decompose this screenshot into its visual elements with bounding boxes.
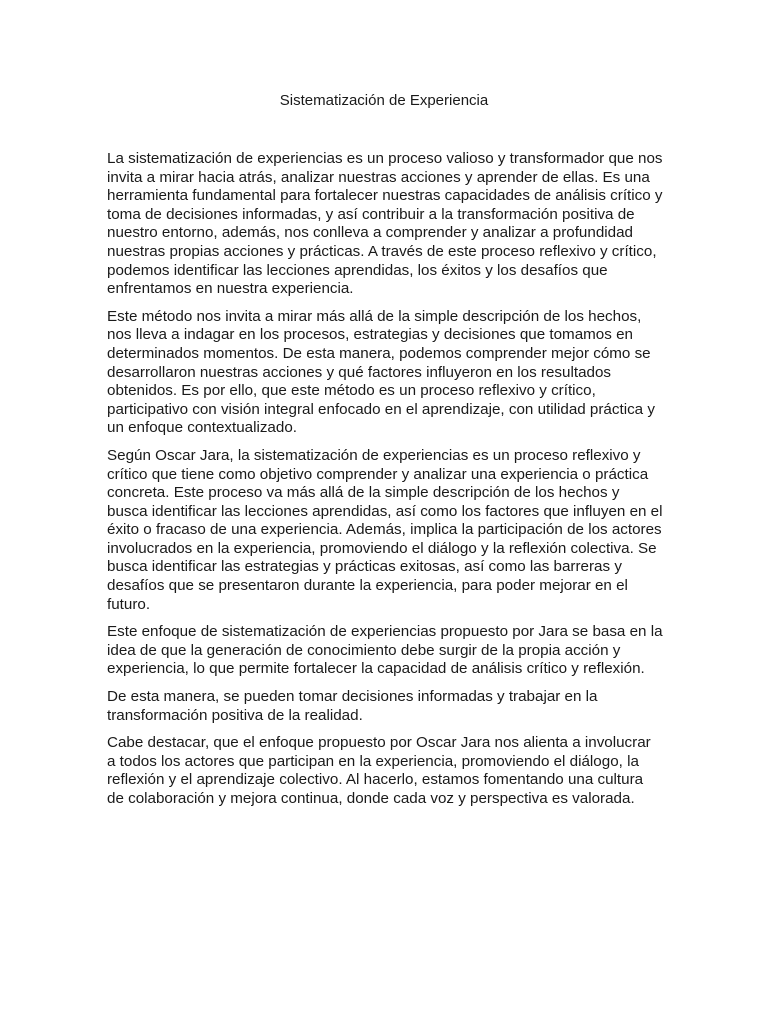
document-body [107, 150, 663, 818]
paragraph-1: La sistematización de experiencias es un proceso valioso y transformador que nos invita a mirar hacia atrás, analizar nuestras acciones y aprender de ellas. Es una herramienta fundamental para fortalecer nuestras capacidades de análisis crítico y toma de decisiones informadas, y así contribuir a la transformación positiva de nuestro entorno, además, nos conlleva a comprender y analizar a profundidad nuestras propias acciones y prácticas. A través de este proceso reflexivo y crítico, podemos identificar las lecciones aprendidas, los éxitos y los desafíos que enfrentamos en nuestra experiencia. [107, 150, 663, 298]
document-title: Sistematización de Experiencia [279, 92, 489, 109]
paragraph-2: Este método nos invita a mirar más allá de la simple descripción de los hechos, nos lleva a indagar en los procesos, estrategias y decisiones que tomamos en determinados momentos. De esta manera, podemos comprender mejor cómo se desarrollaron nuestras acciones y qué factores influyeron en los resultados obtenidos. Es por ello, que este método es un proceso reflexivo y crítico, participativo con visión integral enfocado en el aprendizaje, con utilidad práctica y un enfoque contextualizado. [107, 307, 655, 437]
paragraph-3: Según Oscar Jara, la sistematización de experiencias es un proceso reflexivo y crítico que tiene como objetivo comprender y analizar una experiencia o práctica concreta. Este proceso va más allá de la simple descripción de los hechos y busca identificar las lecciones aprendidas, así como los factores que influyen en el éxito o fracaso de una experiencia. Además, implica la participación de los actores involucrados en la experiencia, promoviendo el diálogo y la reflexión colectiva. Se busca identificar las estrategias y prácticas exitosas, así como las barreras y desafíos que se presentaron durante la experiencia, para poder mejorar en el futuro. [107, 446, 663, 613]
paragraph-6: Cabe destacar, que el enfoque propuesto por Oscar Jara nos alienta a involucrar a todos los actores que participan en la experiencia, promoviendo el diálogo, la reflexión y el aprendizaje colectivo. Al hacerlo, estamos fomentando una cultura de colaboración y mejora continua, donde cada voz y perspectiva es valorada. [107, 734, 651, 807]
paragraph-5: De esta manera, se pueden tomar decisiones informadas y trabajar en la transformación positiva de la realidad. [107, 688, 598, 724]
paragraph-4: Este enfoque de sistematización de experiencias propuesto por Jara se basa en la idea de que la generación de conocimiento debe surgir de la propia acción y experiencia, lo que permite fortalecer la capacidad de análisis crítico y reflexión. [107, 623, 663, 678]
